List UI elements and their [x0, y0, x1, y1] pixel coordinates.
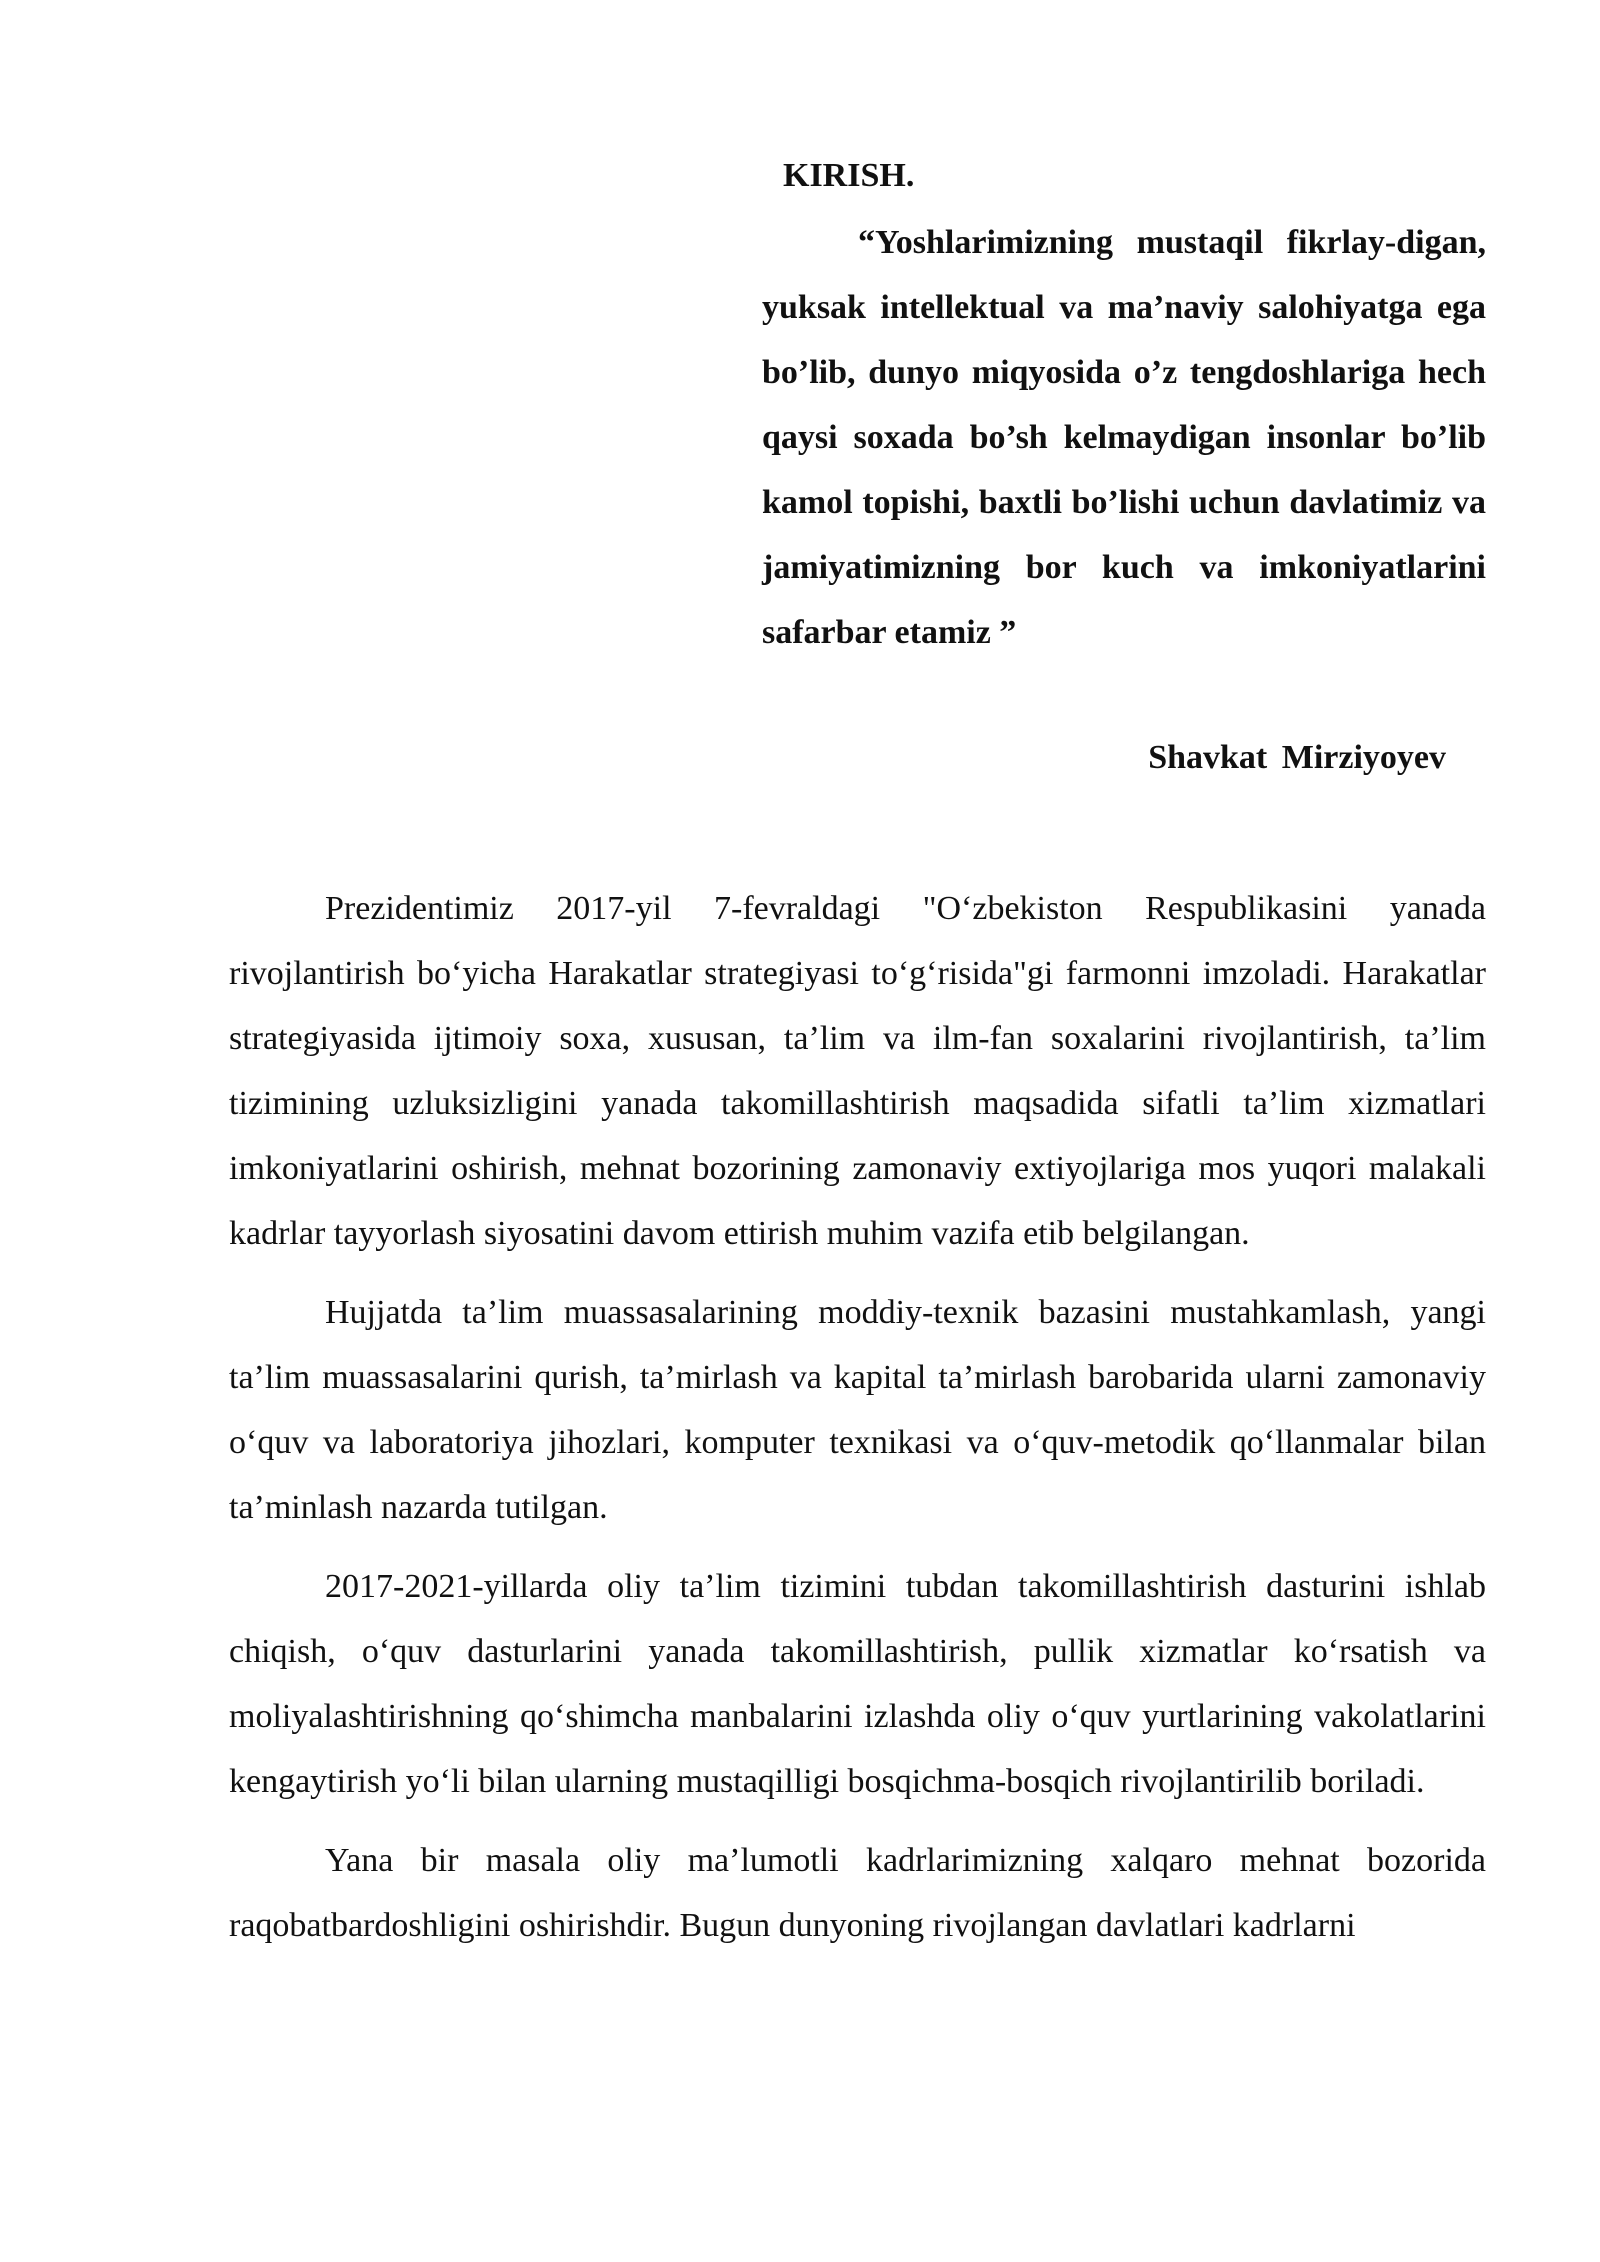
paragraph: Prezidentimiz 2017-yil 7-fevraldagi "O‘zbekiston Respublikasini yanada rivojlantirish bo‘yicha Harakatlar strategiyasi to‘g‘risida"gi farmonni imzoladi. Harakatlar strategiyasida ijtimoiy soxa, xususan, ta’lim va ilm-fan soxalarini rivojlantirish, ta’lim tizimining uzluksizligini yanada takomillashtirish maqsadida sifatli ta’lim xizmatlari imkoniyatlarini oshirish, mehnat bozorining zamonaviy extiyojlariga mos yuqori malakali kadrlar tayyorlash siyosatini davom ettirish muhim vazifa etib belgilangan. [229, 890, 1486, 1252]
paragraph: 2017-2021-yillarda oliy ta’lim tizimini tubdan takomillashtirish dasturini ishlab chiqish, o‘quv dasturlarini yanada takomillashtirish, pullik xizmatlar ko‘rsatish va moliyalashtirishning qo‘shimcha manbalarini izlashda oliy o‘quv yurtlarining vakolatlarini kengaytirish yo‘li bilan ularning mustaqilligi bosqichma-bosqich rivojlantirilib boriladi. [229, 1568, 1486, 1800]
body-text [229, 876, 1486, 1972]
paragraph: Hujjatda ta’lim muassasalarining moddiy-texnik bazasini mustahkamlash, yangi ta’lim muassasalarini qurish, ta’mirlash va kapital ta’mirlash barobarida ularni zamonaviy o‘quv va laboratoriya jihozlari, komputer texnikasi va o‘quv-metodik qo‘llanmalar bilan ta’minlash nazarda tutilgan. [229, 1294, 1486, 1526]
epigraph-author: Shavkat Mirziyoyev [1148, 739, 1446, 776]
epigraph-quote: “Yoshlarimizning mustaqil fikrlay-digan, yuksak intellektual va ma’naviy salohiyatga ega bo’lib, dunyo miqyosida o’z tengdoshlariga hech qaysi soxada bo’sh kelmaydigan insonlar bo’lib kamol topishi, baxtli bo’lishi uchun davlatimiz va jamiyatimizning bor kuch va imkoniyatlarini safarbar etamiz ” [762, 224, 1486, 651]
paragraph: Yana bir masala oliy ma’lumotli kadrlarimizning xalqaro mehnat bozorida raqobatbardoshligini oshirishdir. Bugun dunyoning rivojlangan davlatlari kadrlarni [229, 1842, 1486, 1944]
section-heading: KIRISH. [783, 157, 915, 194]
